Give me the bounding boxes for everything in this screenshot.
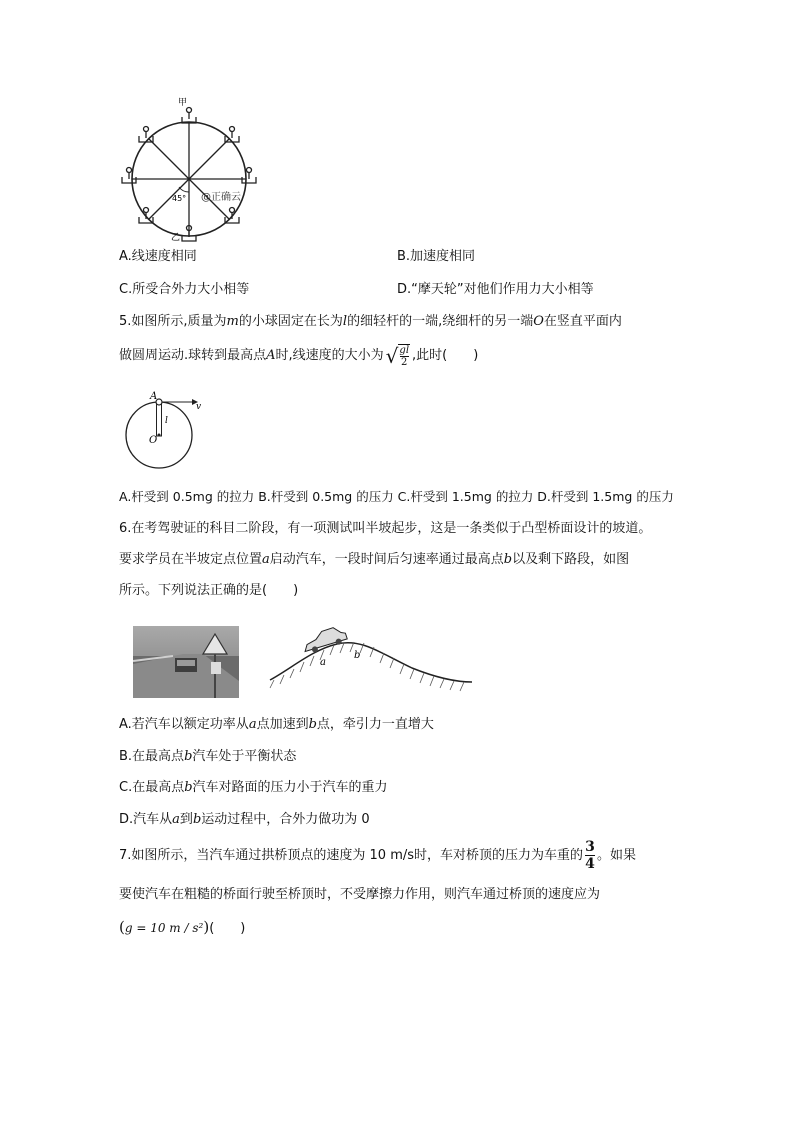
fig1-label-bottom: 乙 bbox=[171, 233, 181, 242]
q6-option-d bbox=[119, 811, 370, 829]
q4-option-b: B.加速度相同 bbox=[397, 249, 476, 264]
text: 7.如图所示，当汽车通过拱桥顶点的速度为 10 m/s时，车对桥顶的压力为车重的 bbox=[119, 848, 584, 863]
q7-stem-line2: 要使汽车在粗糙的桥面行驶至桥顶时，不受摩擦力作用，则汽车通过桥顶的速度应为 bbox=[119, 887, 601, 902]
q6-stem-line3: 所示。下列说法正确的是( ) bbox=[119, 583, 299, 598]
q6-stem-line2 bbox=[119, 551, 629, 569]
text: 的细轻杆的一端,绕细杆的另一端 bbox=[347, 314, 534, 329]
text: 汽车处于平衡状态 bbox=[192, 749, 297, 764]
text: 汽车对路面的压力小于汽车的重力 bbox=[192, 780, 388, 795]
q4-option-c: C.所受合外力大小相等 bbox=[119, 282, 250, 297]
fig2-label-O: O bbox=[149, 435, 158, 446]
gravity-formula: g = 10 m / s² bbox=[124, 921, 204, 935]
text: D.汽车从 bbox=[119, 812, 173, 827]
var-b: b bbox=[503, 552, 513, 567]
watermark: @正确云 bbox=[201, 192, 241, 203]
q6-stem-line1: 6.在考驾驶证的科目二阶段，有一项测试叫半坡起步，这是一条类似于凸型桥面设计的坡道。 bbox=[119, 521, 652, 536]
q4-option-a: A.线速度相同 bbox=[119, 249, 197, 264]
var-l: l bbox=[342, 314, 348, 329]
q7-stem-line1 bbox=[119, 840, 636, 871]
text: 5.如图所示,质量为 bbox=[119, 314, 227, 329]
var-A: A bbox=[266, 348, 276, 363]
text: B.在最高点 bbox=[119, 749, 185, 764]
q5-options: A.杆受到 0.5mg 的拉力 B.杆受到 0.5mg 的压力 C.杆受到 1.5mg 的拉力 D.杆受到 1.5mg 的压力 bbox=[119, 489, 674, 504]
driving-test-photo bbox=[133, 626, 239, 698]
var-O: O bbox=[533, 314, 544, 329]
sqrt-numerator: gl bbox=[399, 344, 410, 356]
var-a: a bbox=[262, 552, 270, 567]
fraction-numerator: 3 bbox=[585, 839, 595, 855]
text: 的小球固定在长为 bbox=[238, 314, 343, 329]
sqrt-denominator: 2 bbox=[401, 356, 408, 368]
hill-car-figure bbox=[262, 618, 478, 698]
ferris-wheel-figure bbox=[117, 97, 267, 242]
fig2-label-A: A bbox=[150, 391, 158, 402]
fraction-three-quarters bbox=[585, 840, 595, 871]
text: 。如果 bbox=[597, 848, 637, 863]
text: 做圆周运动.球转到最高点 bbox=[119, 348, 267, 363]
var-m: m bbox=[226, 314, 239, 329]
sqrt-expression: √ gl 2 bbox=[385, 343, 410, 368]
text: 到 bbox=[179, 812, 193, 827]
q6-option-c bbox=[119, 779, 388, 797]
text: 点，牵引力一直增大 bbox=[316, 717, 434, 732]
fraction-denominator: 4 bbox=[585, 856, 595, 872]
q5-stem-line2 bbox=[119, 342, 478, 370]
var-b: b bbox=[308, 717, 317, 732]
q5-stem-line1 bbox=[119, 313, 622, 331]
var-b: b bbox=[184, 749, 193, 764]
var-b: b bbox=[184, 780, 193, 795]
text: A.若汽车以额定功率从 bbox=[119, 717, 249, 732]
var-a: a bbox=[248, 717, 257, 732]
text: 时,线速度的大小为 bbox=[275, 348, 384, 363]
text: 以及剩下路段，如图 bbox=[512, 552, 630, 567]
q6-option-a bbox=[119, 716, 434, 734]
fig2-label-l: l bbox=[165, 416, 168, 426]
fig4-label-b: b bbox=[354, 650, 361, 661]
q6-option-b bbox=[119, 748, 296, 766]
rod-ball-figure bbox=[122, 390, 212, 470]
text: 在竖直平面内 bbox=[543, 314, 622, 329]
var-b: b bbox=[192, 812, 202, 827]
text: ,此时( ) bbox=[412, 348, 479, 363]
fig1-angle-label: 45° bbox=[172, 194, 187, 203]
text: 要求学员在半坡定点位置 bbox=[119, 552, 263, 567]
q7-stem-line3: (g = 10 m / s²)( ) bbox=[119, 918, 246, 936]
text: 运动过程中，合外力做功为 0 bbox=[201, 812, 370, 827]
text: ( ) bbox=[209, 921, 246, 936]
fig4-label-a: a bbox=[320, 657, 326, 668]
text: 启动汽车，一段时间后匀速率通过最高点 bbox=[269, 552, 504, 567]
var-a: a bbox=[172, 812, 180, 827]
q4-option-d: D.“摩天轮”对他们作用力大小相等 bbox=[397, 282, 594, 297]
text: 点加速到 bbox=[256, 717, 309, 732]
text: C.在最高点 bbox=[119, 780, 185, 795]
fig1-label-top: 甲 bbox=[178, 98, 188, 108]
fig2-label-v: v bbox=[196, 402, 202, 412]
